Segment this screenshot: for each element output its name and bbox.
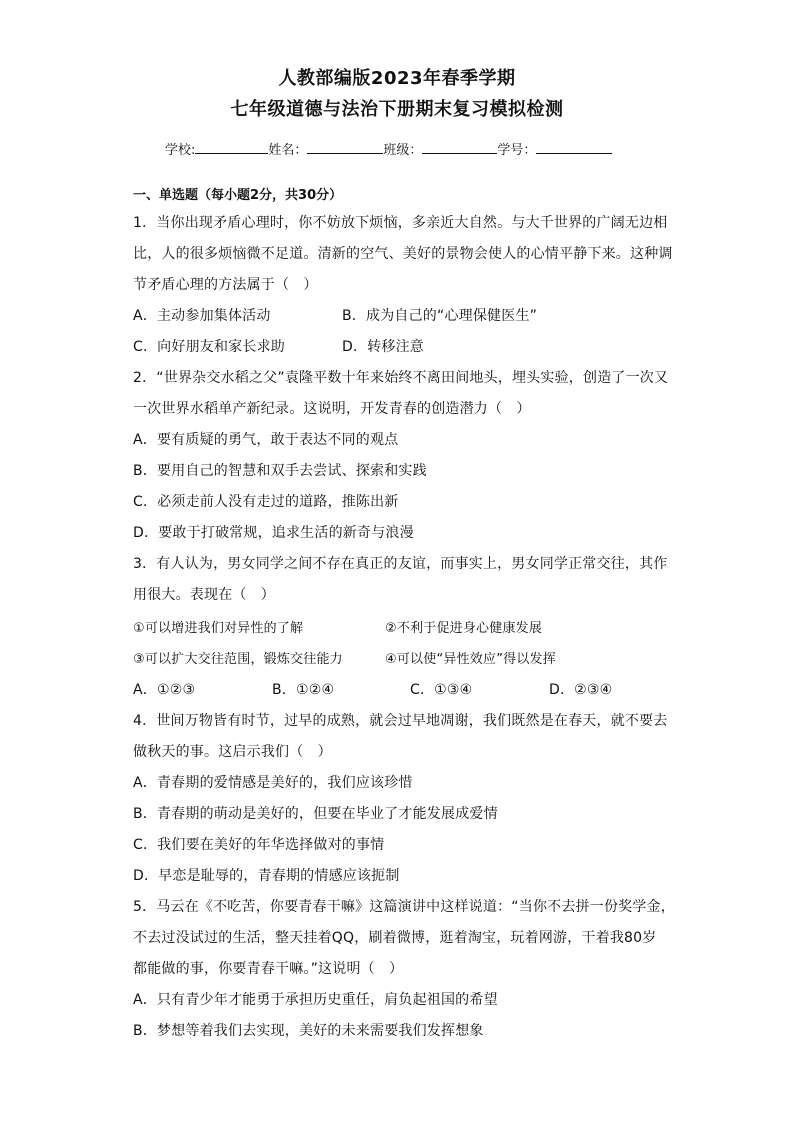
question-stem: 5．马云在《不吃苦，你要青春干嘛》这篇演讲中这样说道：“当你不去拼一份奖学金， (133, 899, 675, 915)
option-b[interactable]: B．梦想等着我们去实现，美好的未来需要我们发挥想象 (133, 1023, 484, 1039)
class-label: 班级： (383, 143, 423, 158)
option-b[interactable]: B．①②④ (272, 682, 335, 698)
student-number-label: 学号： (497, 143, 537, 158)
option-c[interactable]: C．我们要在美好的年华选择做对的事情 (133, 837, 385, 853)
name-label: 姓名： (268, 143, 308, 158)
option-a[interactable]: A．只有青少年才能勇于承担历史重任，肩负起祖国的希望 (133, 992, 498, 1008)
question-stem: 一次世界水稻单产新纪录。这说明，开发青春的创造潜力（ ） (133, 401, 531, 417)
option-c[interactable]: C．①③④ (410, 682, 473, 698)
question-stem: 节矛盾心理的方法属于（ ） (133, 277, 318, 293)
option-a[interactable]: A．要有质疑的勇气，敢于表达不同的观点 (133, 432, 399, 448)
option-b[interactable]: B．青春期的萌动是美好的，但要在毕业了才能发展成爱情 (133, 806, 498, 822)
class-blank[interactable] (422, 141, 497, 154)
option-d[interactable]: D．②③④ (549, 682, 613, 698)
question-stem: 不去过没试过的生活，整天挂着QQ，刷着微博，逛着淘宝，玩着网游，干着我80岁 (133, 930, 657, 946)
school-blank[interactable] (195, 141, 268, 154)
option-row (133, 679, 613, 699)
section-title: 一、单选题（每小题2分，共30分） (133, 188, 343, 203)
statement-row (133, 617, 543, 636)
question-stem: 2．“世界杂交水稻之父”袁隆平数十年来始终不离田间地头，埋头实验，创造了一次又 (133, 370, 669, 386)
option-a[interactable]: A．①②③ (133, 682, 196, 698)
option-d[interactable]: D．转移注意 (342, 339, 424, 355)
school-label: 学校: (165, 143, 196, 158)
option-b[interactable]: B．要用自己的智慧和双手去尝试、探索和实践 (133, 463, 427, 479)
student-number-blank[interactable] (536, 141, 612, 154)
question-stem: 都能做的事，你要青春干嘛。”这说明（ ） (133, 961, 404, 977)
option-a[interactable]: A．青春期的爱情感是美好的，我们应该珍惜 (133, 775, 413, 791)
question-stem: 4．世间万物皆有时节，过早的成熟，就会过早地凋谢，我们既然是在春天，就不要去 (133, 713, 668, 729)
statement-item: ②不利于促进身心健康发展 (385, 621, 543, 636)
option-row (133, 336, 424, 356)
option-row (133, 305, 538, 325)
option-b[interactable]: B．成为自己的“心理保健医生” (342, 308, 538, 324)
question-stem: 3．有人认为，男女同学之间不存在真正的友谊，而事实上，男女同学正常交往，其作 (133, 556, 668, 572)
exam-title: 人教部编版2023年春季学期 (278, 68, 516, 89)
option-c[interactable]: C．必须走前人没有走过的道路，推陈出新 (133, 494, 399, 510)
option-d[interactable]: D．要敢于打破常规，追求生活的新奇与浪漫 (133, 525, 414, 541)
question-stem: 1．当你出现矛盾心理时，你不妨放下烦恼，多亲近大自然。与大千世界的广阔无边相 (133, 215, 668, 231)
option-c[interactable]: C．向好朋友和家长求助 (133, 339, 285, 355)
name-blank[interactable] (307, 141, 383, 154)
student-info-row (165, 139, 645, 158)
statement-item: ①可以增进我们对异性的了解 (133, 621, 304, 636)
option-d[interactable]: D．早恋是耻辱的，青春期的情感应该扼制 (133, 868, 400, 884)
statement-row (133, 648, 556, 667)
question-stem: 比，人的很多烦恼微不足道。清新的空气、美好的景物会使人的心情平静下来。这种调 (133, 246, 673, 262)
question-stem: 做秋天的事。这启示我们（ ） (133, 744, 332, 760)
statement-item: ③可以扩大交往范围，锻炼交往能力 (133, 652, 343, 667)
question-stem: 用很大。表现在（ ） (133, 587, 275, 603)
option-a[interactable]: A．主动参加集体活动 (133, 308, 271, 324)
exam-subtitle: 七年级道德与法治下册期末复习模拟检测 (230, 99, 564, 120)
statement-item: ④可以使“异性效应”得以发挥 (385, 652, 556, 667)
